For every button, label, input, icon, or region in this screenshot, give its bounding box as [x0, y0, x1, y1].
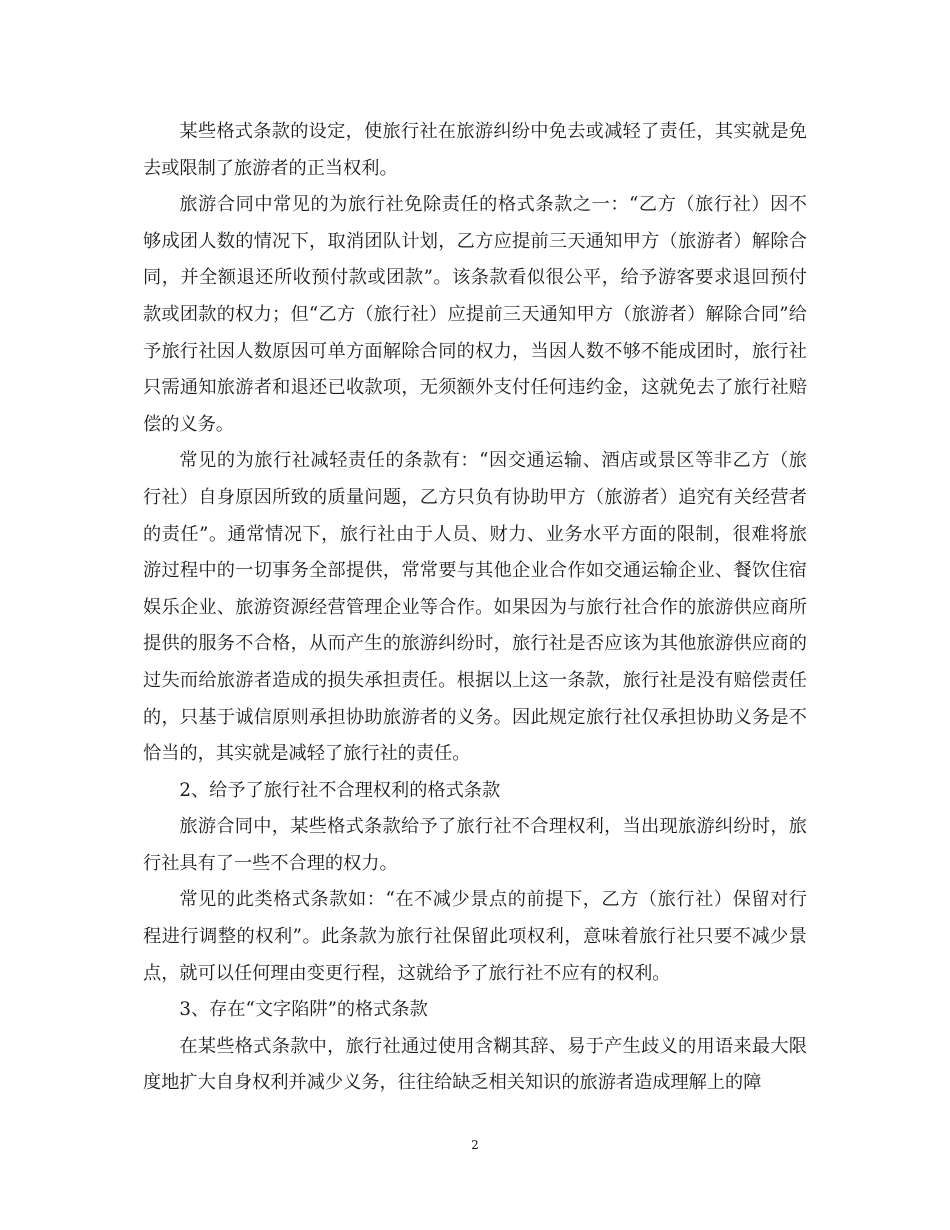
- paragraph-6: 在某些格式条款中，旅行社通过使用含糊其辞、易于产生歧义的用语来最大限度地扩大自身权利并减少义务，往往给缺乏相关知识的旅游者造成理解上的障: [143, 1035, 807, 1094]
- section-heading-3: 3、存在“文字陷阱”的格式条款: [179, 999, 428, 1021]
- section-heading-2: 2、给予了旅行社不合理权利的格式条款: [179, 779, 501, 801]
- page-number: 2: [471, 1138, 479, 1152]
- paragraph-4: 旅游合同中，某些格式条款给予了旅行社不合理权利，当出现旅游纠纷时，旅行社具有了一些不合理的权力。: [143, 816, 807, 874]
- paragraph-3: 常见的为旅行社减轻责任的条款有：“因交通运输、酒店或景区等非乙方（旅行社）自身原因所致的质量问题，乙方只负有协助甲方（旅游者）追究有关经营者的责任”。通常情况下，旅行社由于人员、财力、业务水平方面的限制，很难将旅游过程中的一切事务全部提供，常常要与其他企业合作如交通运输企业、餐饮住宿娱乐企业、旅游资源经营管理企业等合作。如果因为与旅行社合作的旅游供应商所提供的服务不合格，从而产生的旅游纠纷时，旅行社是否应该为其他旅游供应商的过失而给旅游者造成的损失承担责任。根据以上这一条款，旅行社是没有赔偿责任的，只基于诚信原则承担协助旅游者的义务。因此规定旅行社仅承担协助义务是不恰当的，其实就是减轻了旅行社的责任。: [143, 450, 807, 765]
- document-body: [143, 114, 807, 1102]
- paragraph-2: 旅游合同中常见的为旅行社免除责任的格式条款之一：“乙方（旅行社）因不够成团人数的情况下，取消团队计划，乙方应提前三天通知甲方（旅游者）解除合同，并全额退还所收预付款或团款”。该条款看似很公平，给予游客要求退回预付款或团款的权力；但“乙方（旅行社）应提前三天通知甲方（旅游者）解除合同”给予旅行社因人数原因可单方面解除合同的权力，当因人数不够不能成团时，旅行社只需通知旅游者和退还已收款项，无须额外支付任何违约金，这就免去了旅行社赔偿的义务。: [143, 194, 807, 435]
- paragraph-5: 常见的此类格式条款如：“在不减少景点的前提下，乙方（旅行社）保留对行程进行调整的权利”。此条款为旅行社保留此项权利，意味着旅行社只要不减少景点，就可以任何理由变更行程，这就给予了旅行社不应有的权利。: [143, 889, 807, 984]
- paragraph-1: 某些格式条款的设定，使旅行社在旅游纠纷中免去或减轻了责任，其实就是免去或限制了旅游者的正当权利。: [143, 121, 807, 179]
